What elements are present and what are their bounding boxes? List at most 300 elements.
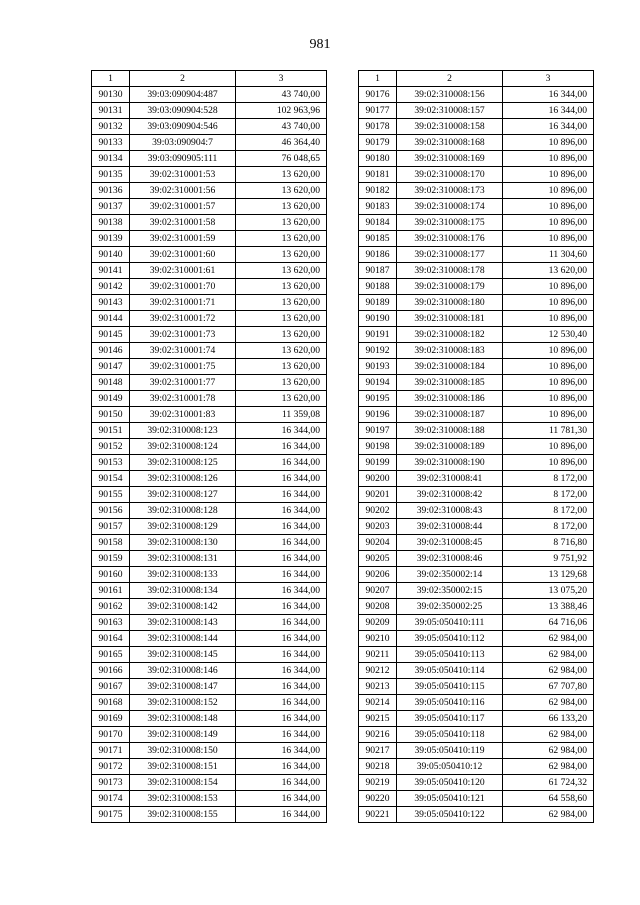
row-number: 90175	[92, 807, 130, 823]
cadastral-number: 39:05:050410:122	[397, 807, 503, 823]
table-row	[92, 311, 327, 327]
cadastral-number: 39:02:350002:14	[397, 567, 503, 583]
cadastral-number: 39:05:050410:112	[397, 631, 503, 647]
cadastral-number: 39:02:310008:154	[130, 775, 236, 791]
cadastral-number: 39:02:310001:58	[130, 215, 236, 231]
cadastral-number: 39:02:310001:83	[130, 407, 236, 423]
cadastral-number: 39:02:310008:186	[397, 391, 503, 407]
table-row	[359, 807, 594, 823]
row-number: 90217	[359, 743, 397, 759]
row-number: 90207	[359, 583, 397, 599]
cadastral-number: 39:03:090905:111	[130, 151, 236, 167]
cadastral-number: 39:02:310008:133	[130, 567, 236, 583]
table-row	[359, 103, 594, 119]
row-number: 90204	[359, 535, 397, 551]
cadastral-number: 39:05:050410:111	[397, 615, 503, 631]
row-number: 90139	[92, 231, 130, 247]
row-number: 90162	[92, 599, 130, 615]
table-row	[359, 279, 594, 295]
row-number: 90219	[359, 775, 397, 791]
row-number: 90164	[92, 631, 130, 647]
row-number: 90196	[359, 407, 397, 423]
cadastral-number: 39:02:310008:181	[397, 311, 503, 327]
cadastral-number: 39:05:050410:113	[397, 647, 503, 663]
cadastral-number: 39:02:310008:128	[130, 503, 236, 519]
cadastral-value: 16 344,00	[236, 775, 327, 791]
table-row	[92, 727, 327, 743]
table-row	[92, 743, 327, 759]
cadastral-value: 10 896,00	[503, 407, 594, 423]
row-number: 90198	[359, 439, 397, 455]
table-row	[359, 375, 594, 391]
table-row	[359, 647, 594, 663]
cadastral-number: 39:02:310008:187	[397, 407, 503, 423]
table-row	[92, 151, 327, 167]
cadastral-value: 16 344,00	[236, 759, 327, 775]
row-number: 90144	[92, 311, 130, 327]
cadastral-value: 62 984,00	[503, 743, 594, 759]
cadastral-value: 10 896,00	[503, 215, 594, 231]
table-row	[359, 135, 594, 151]
cadastral-number: 39:02:310008:129	[130, 519, 236, 535]
row-number: 90155	[92, 487, 130, 503]
table-row	[359, 519, 594, 535]
table-row	[359, 711, 594, 727]
table-row	[92, 551, 327, 567]
cadastral-number: 39:02:310008:123	[130, 423, 236, 439]
cadastral-value: 13 620,00	[236, 343, 327, 359]
table-row	[92, 711, 327, 727]
cadastral-number: 39:05:050410:116	[397, 695, 503, 711]
table-row	[92, 663, 327, 679]
row-number: 90172	[92, 759, 130, 775]
cadastral-number: 39:02:310008:189	[397, 439, 503, 455]
table-row	[359, 263, 594, 279]
table-row	[359, 583, 594, 599]
table-row	[359, 679, 594, 695]
table-row	[359, 167, 594, 183]
cadastral-value: 10 896,00	[503, 183, 594, 199]
row-number: 90142	[92, 279, 130, 295]
cadastral-value: 13 620,00	[236, 167, 327, 183]
row-number: 90138	[92, 215, 130, 231]
cadastral-value: 16 344,00	[236, 551, 327, 567]
table-row	[359, 663, 594, 679]
cadastral-value: 16 344,00	[503, 103, 594, 119]
row-number: 90170	[92, 727, 130, 743]
row-number: 90184	[359, 215, 397, 231]
table-row	[92, 103, 327, 119]
table-row	[92, 423, 327, 439]
table-row	[359, 455, 594, 471]
cadastral-value: 16 344,00	[236, 727, 327, 743]
table-header-row	[359, 71, 594, 87]
row-number: 90141	[92, 263, 130, 279]
cadastral-value: 64 716,06	[503, 615, 594, 631]
cadastral-number: 39:02:350002:25	[397, 599, 503, 615]
cadastral-number: 39:02:310008:182	[397, 327, 503, 343]
cadastral-number: 39:02:350002:15	[397, 583, 503, 599]
table-row	[359, 311, 594, 327]
cadastral-number: 39:02:310008:43	[397, 503, 503, 519]
table-row	[359, 295, 594, 311]
row-number: 90183	[359, 199, 397, 215]
cadastral-value: 13 620,00	[236, 295, 327, 311]
cadastral-number: 39:02:310008:188	[397, 423, 503, 439]
cadastral-number: 39:02:310008:170	[397, 167, 503, 183]
row-number: 90143	[92, 295, 130, 311]
cadastral-value: 62 984,00	[503, 647, 594, 663]
cadastral-number: 39:03:090904:7	[130, 135, 236, 151]
table-row	[92, 167, 327, 183]
table-row	[92, 679, 327, 695]
header-col-1: 1	[359, 71, 397, 87]
cadastral-value: 13 620,00	[236, 391, 327, 407]
cadastral-value: 16 344,00	[236, 695, 327, 711]
table-row	[92, 439, 327, 455]
cadastral-value: 13 388,46	[503, 599, 594, 615]
table-body-right	[359, 87, 594, 823]
cadastral-value: 13 620,00	[236, 263, 327, 279]
cadastral-value: 13 620,00	[236, 311, 327, 327]
cadastral-number: 39:05:050410:121	[397, 791, 503, 807]
row-number: 90166	[92, 663, 130, 679]
cadastral-number: 39:02:310008:148	[130, 711, 236, 727]
header-col-3: 3	[236, 71, 327, 87]
table-row	[359, 199, 594, 215]
row-number: 90180	[359, 151, 397, 167]
header-col-1: 1	[92, 71, 130, 87]
table-row	[92, 535, 327, 551]
cadastral-number: 39:05:050410:117	[397, 711, 503, 727]
table-row	[359, 567, 594, 583]
cadastral-value: 62 984,00	[503, 631, 594, 647]
row-number: 90218	[359, 759, 397, 775]
cadastral-number: 39:02:310008:44	[397, 519, 503, 535]
cadastral-value: 8 172,00	[503, 487, 594, 503]
row-number: 90179	[359, 135, 397, 151]
row-number: 90197	[359, 423, 397, 439]
table-row	[92, 247, 327, 263]
table-row	[92, 631, 327, 647]
row-number: 90188	[359, 279, 397, 295]
cadastral-number: 39:02:310008:176	[397, 231, 503, 247]
cadastral-number: 39:02:310008:146	[130, 663, 236, 679]
row-number: 90186	[359, 247, 397, 263]
cadastral-value: 8 172,00	[503, 471, 594, 487]
registry-table-right	[358, 70, 594, 823]
cadastral-number: 39:02:310008:185	[397, 375, 503, 391]
cadastral-value: 10 896,00	[503, 279, 594, 295]
table-row	[359, 423, 594, 439]
cadastral-value: 62 984,00	[503, 759, 594, 775]
cadastral-value: 10 896,00	[503, 455, 594, 471]
row-number: 90153	[92, 455, 130, 471]
cadastral-number: 39:02:310008:134	[130, 583, 236, 599]
cadastral-value: 16 344,00	[236, 599, 327, 615]
table-row	[92, 359, 327, 375]
row-number: 90145	[92, 327, 130, 343]
cadastral-number: 39:02:310001:77	[130, 375, 236, 391]
cadastral-value: 46 364,40	[236, 135, 327, 151]
table-row	[92, 503, 327, 519]
row-number: 90193	[359, 359, 397, 375]
cadastral-value: 16 344,00	[236, 711, 327, 727]
cadastral-number: 39:02:310008:145	[130, 647, 236, 663]
cadastral-number: 39:02:310008:151	[130, 759, 236, 775]
cadastral-number: 39:02:310008:152	[130, 695, 236, 711]
row-number: 90202	[359, 503, 397, 519]
cadastral-number: 39:02:310008:175	[397, 215, 503, 231]
cadastral-value: 13 620,00	[503, 263, 594, 279]
row-number: 90178	[359, 119, 397, 135]
cadastral-value: 16 344,00	[236, 487, 327, 503]
row-number: 90131	[92, 103, 130, 119]
cadastral-value: 62 984,00	[503, 807, 594, 823]
cadastral-value: 10 896,00	[503, 199, 594, 215]
cadastral-number: 39:02:310008:184	[397, 359, 503, 375]
cadastral-number: 39:02:310001:57	[130, 199, 236, 215]
cadastral-value: 11 359,08	[236, 407, 327, 423]
row-number: 90199	[359, 455, 397, 471]
row-number: 90191	[359, 327, 397, 343]
cadastral-number: 39:02:310008:127	[130, 487, 236, 503]
cadastral-value: 16 344,00	[236, 519, 327, 535]
row-number: 90181	[359, 167, 397, 183]
cadastral-value: 13 620,00	[236, 183, 327, 199]
table-row	[92, 519, 327, 535]
cadastral-value: 10 896,00	[503, 151, 594, 167]
cadastral-value: 10 896,00	[503, 295, 594, 311]
row-number: 90185	[359, 231, 397, 247]
cadastral-number: 39:02:310008:183	[397, 343, 503, 359]
cadastral-number: 39:02:310008:190	[397, 455, 503, 471]
cadastral-value: 8 716,80	[503, 535, 594, 551]
table-row	[359, 487, 594, 503]
cadastral-value: 8 172,00	[503, 503, 594, 519]
row-number: 90176	[359, 87, 397, 103]
cadastral-number: 39:02:310001:75	[130, 359, 236, 375]
cadastral-value: 16 344,00	[236, 807, 327, 823]
table-row	[92, 135, 327, 151]
cadastral-number: 39:02:310001:71	[130, 295, 236, 311]
cadastral-number: 39:02:310001:70	[130, 279, 236, 295]
cadastral-number: 39:02:310008:147	[130, 679, 236, 695]
table-body-left	[92, 87, 327, 823]
table-row	[359, 695, 594, 711]
cadastral-number: 39:02:310001:53	[130, 167, 236, 183]
table-row	[92, 583, 327, 599]
cadastral-value: 13 620,00	[236, 375, 327, 391]
table-row	[359, 791, 594, 807]
cadastral-number: 39:02:310008:46	[397, 551, 503, 567]
cadastral-value: 13 620,00	[236, 279, 327, 295]
table-row	[92, 807, 327, 823]
cadastral-number: 39:02:310008:153	[130, 791, 236, 807]
table-row	[359, 439, 594, 455]
row-number: 90211	[359, 647, 397, 663]
cadastral-number: 39:02:310001:56	[130, 183, 236, 199]
row-number: 90136	[92, 183, 130, 199]
row-number: 90190	[359, 311, 397, 327]
header-col-2: 2	[397, 71, 503, 87]
row-number: 90157	[92, 519, 130, 535]
row-number: 90161	[92, 583, 130, 599]
cadastral-value: 16 344,00	[236, 583, 327, 599]
cadastral-number: 39:02:310008:178	[397, 263, 503, 279]
cadastral-number: 39:02:310008:174	[397, 199, 503, 215]
row-number: 90212	[359, 663, 397, 679]
table-row	[92, 775, 327, 791]
row-number: 90210	[359, 631, 397, 647]
table-row	[359, 247, 594, 263]
cadastral-value: 66 133,20	[503, 711, 594, 727]
cadastral-number: 39:02:310008:144	[130, 631, 236, 647]
cadastral-value: 10 896,00	[503, 311, 594, 327]
row-number: 90213	[359, 679, 397, 695]
table-row	[92, 263, 327, 279]
cadastral-number: 39:02:310008:124	[130, 439, 236, 455]
row-number: 90216	[359, 727, 397, 743]
cadastral-value: 62 984,00	[503, 695, 594, 711]
table-row	[92, 215, 327, 231]
row-number: 90174	[92, 791, 130, 807]
cadastral-number: 39:02:310008:156	[397, 87, 503, 103]
table-row	[359, 231, 594, 247]
row-number: 90147	[92, 359, 130, 375]
cadastral-value: 16 344,00	[236, 791, 327, 807]
table-row	[359, 471, 594, 487]
row-number: 90220	[359, 791, 397, 807]
cadastral-value: 11 781,30	[503, 423, 594, 439]
table-row	[359, 343, 594, 359]
table-row	[359, 503, 594, 519]
cadastral-value: 62 984,00	[503, 727, 594, 743]
table-row	[359, 151, 594, 167]
table-row	[359, 599, 594, 615]
cadastral-number: 39:02:310008:157	[397, 103, 503, 119]
table-row	[359, 359, 594, 375]
table-row	[359, 551, 594, 567]
table-row	[92, 471, 327, 487]
row-number: 90206	[359, 567, 397, 583]
table-row	[359, 759, 594, 775]
row-number: 90137	[92, 199, 130, 215]
cadastral-number: 39:02:310008:150	[130, 743, 236, 759]
cadastral-value: 16 344,00	[236, 471, 327, 487]
row-number: 90154	[92, 471, 130, 487]
cadastral-value: 10 896,00	[503, 439, 594, 455]
row-number: 90182	[359, 183, 397, 199]
cadastral-number: 39:02:310008:179	[397, 279, 503, 295]
table-row	[359, 775, 594, 791]
cadastral-value: 13 620,00	[236, 327, 327, 343]
table-row	[92, 599, 327, 615]
table-row	[92, 487, 327, 503]
cadastral-number: 39:02:310008:143	[130, 615, 236, 631]
cadastral-number: 39:02:310001:72	[130, 311, 236, 327]
cadastral-number: 39:05:050410:120	[397, 775, 503, 791]
cadastral-value: 10 896,00	[503, 359, 594, 375]
table-row	[92, 391, 327, 407]
cadastral-value: 13 620,00	[236, 199, 327, 215]
row-number: 90200	[359, 471, 397, 487]
table-row	[92, 567, 327, 583]
cadastral-number: 39:03:090904:487	[130, 87, 236, 103]
row-number: 90146	[92, 343, 130, 359]
table-row	[92, 647, 327, 663]
cadastral-value: 64 558,60	[503, 791, 594, 807]
row-number: 90208	[359, 599, 397, 615]
page-number: 981	[309, 37, 331, 52]
cadastral-value: 10 896,00	[503, 391, 594, 407]
cadastral-value: 13 620,00	[236, 247, 327, 263]
table-header-row	[92, 71, 327, 87]
cadastral-value: 43 740,00	[236, 119, 327, 135]
cadastral-value: 10 896,00	[503, 375, 594, 391]
row-number: 90163	[92, 615, 130, 631]
cadastral-number: 39:02:310008:131	[130, 551, 236, 567]
cadastral-value: 62 984,00	[503, 663, 594, 679]
table-row	[92, 615, 327, 631]
row-number: 90133	[92, 135, 130, 151]
cadastral-number: 39:02:310008:45	[397, 535, 503, 551]
row-number: 90156	[92, 503, 130, 519]
row-number: 90152	[92, 439, 130, 455]
cadastral-number: 39:02:310008:177	[397, 247, 503, 263]
row-number: 90168	[92, 695, 130, 711]
row-number: 90148	[92, 375, 130, 391]
cadastral-number: 39:02:310001:73	[130, 327, 236, 343]
cadastral-number: 39:02:310001:61	[130, 263, 236, 279]
row-number: 90165	[92, 647, 130, 663]
cadastral-value: 16 344,00	[236, 663, 327, 679]
cadastral-number: 39:05:050410:12	[397, 759, 503, 775]
table-row	[92, 407, 327, 423]
header-col-3: 3	[503, 71, 594, 87]
row-number: 90167	[92, 679, 130, 695]
row-number: 90189	[359, 295, 397, 311]
cadastral-value: 43 740,00	[236, 87, 327, 103]
row-number: 90203	[359, 519, 397, 535]
cadastral-number: 39:02:310008:42	[397, 487, 503, 503]
cadastral-number: 39:02:310008:142	[130, 599, 236, 615]
cadastral-number: 39:02:310001:60	[130, 247, 236, 263]
cadastral-number: 39:02:310008:158	[397, 119, 503, 135]
cadastral-value: 13 129,68	[503, 567, 594, 583]
cadastral-value: 16 344,00	[236, 647, 327, 663]
cadastral-value: 16 344,00	[236, 535, 327, 551]
row-number: 90140	[92, 247, 130, 263]
cadastral-value: 67 707,80	[503, 679, 594, 695]
cadastral-value: 10 896,00	[503, 167, 594, 183]
cadastral-value: 8 172,00	[503, 519, 594, 535]
cadastral-number: 39:05:050410:115	[397, 679, 503, 695]
cadastral-number: 39:02:310008:168	[397, 135, 503, 151]
table-row	[359, 327, 594, 343]
row-number: 90221	[359, 807, 397, 823]
cadastral-value: 16 344,00	[503, 119, 594, 135]
table-row	[359, 119, 594, 135]
table-row	[359, 631, 594, 647]
row-number: 90158	[92, 535, 130, 551]
cadastral-value: 102 963,96	[236, 103, 327, 119]
row-number: 90149	[92, 391, 130, 407]
cadastral-number: 39:02:310008:130	[130, 535, 236, 551]
row-number: 90159	[92, 551, 130, 567]
table-row	[359, 743, 594, 759]
cadastral-value: 9 751,92	[503, 551, 594, 567]
